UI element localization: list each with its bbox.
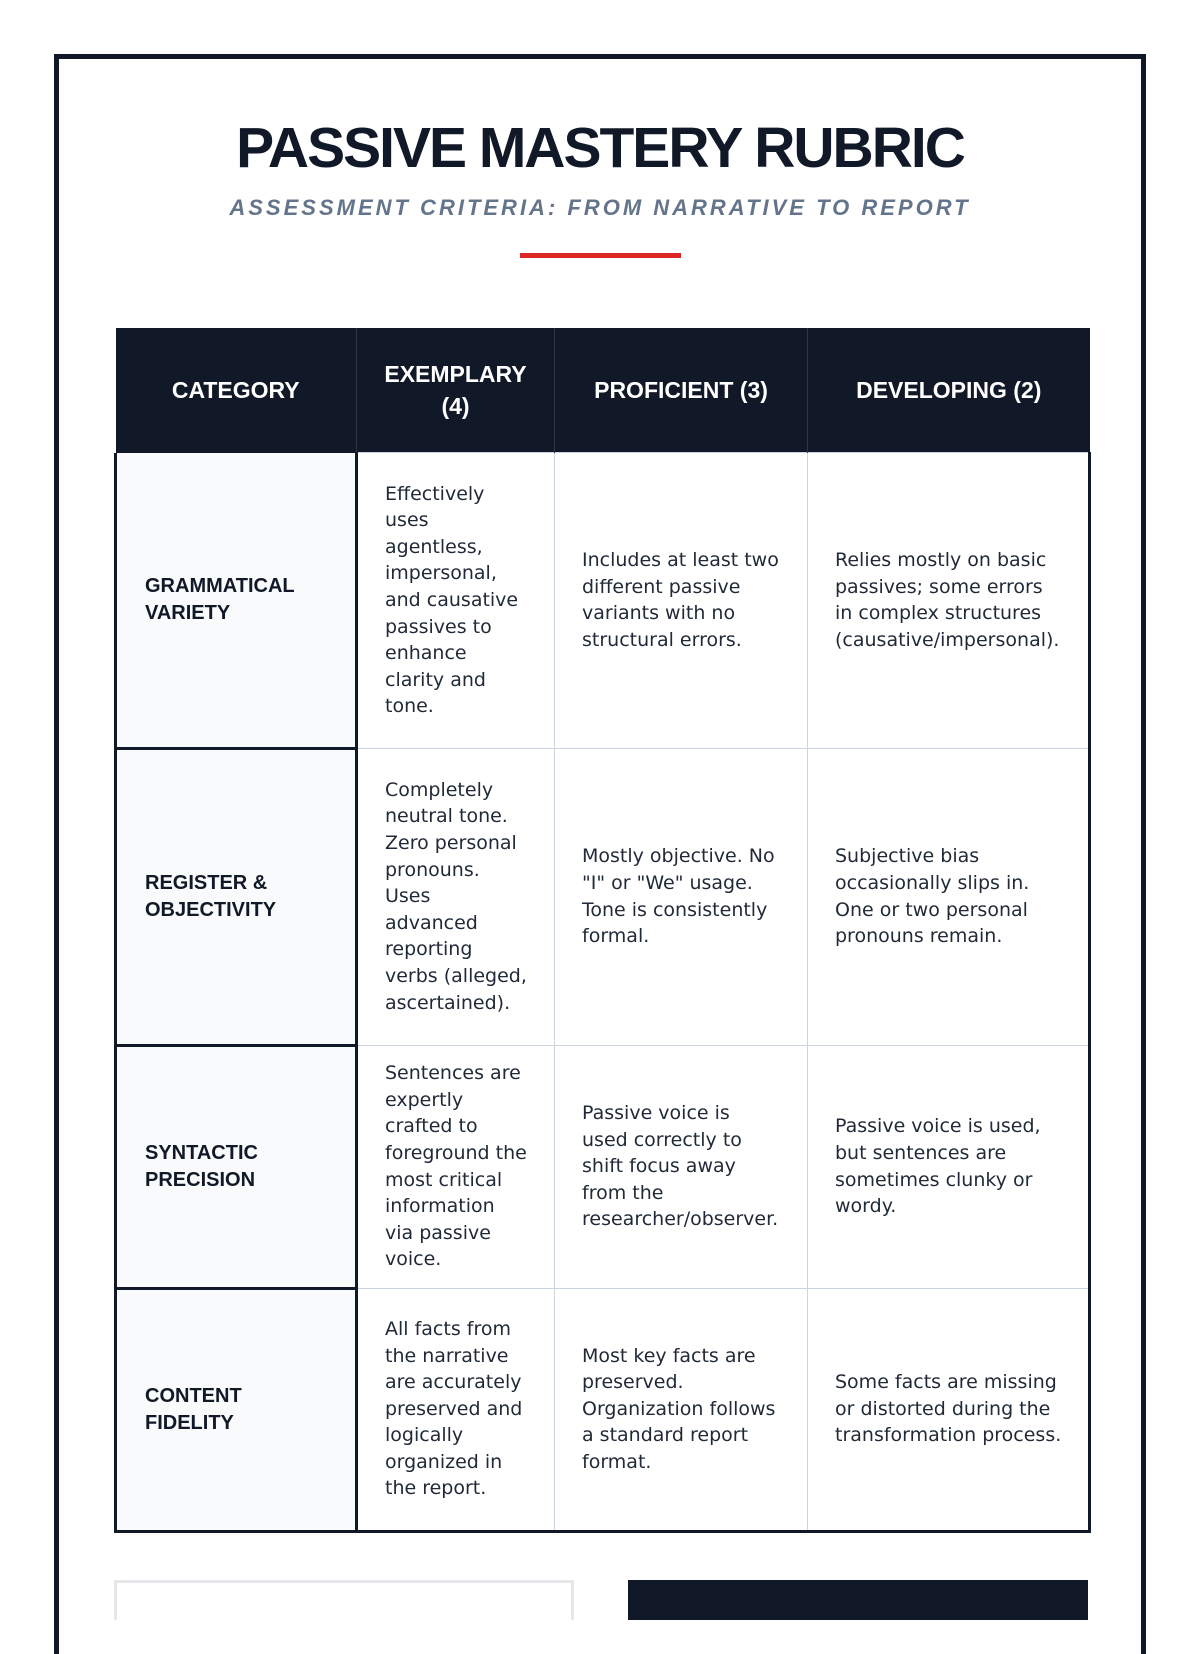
proficient-cell: Passive voice is used correctly to shift focus away from the researcher/observer. [555,1045,808,1288]
column-header-exemplary: EXEMPLARY (4) [357,328,555,453]
column-header-developing: DEVELOPING (2) [808,328,1090,453]
exemplary-cell: All facts from the narrative are accurately preserved and logically organized in the report. [357,1288,555,1531]
developing-cell: Some facts are missing or distorted during the transformation process. [808,1288,1090,1531]
exemplary-cell: Effectively uses agentless, impersonal, and causative passives to enhance clarity and tone. [357,453,555,749]
table-row [116,1045,1090,1288]
rubric-table [114,328,1091,1533]
table-row [116,1288,1090,1531]
proficient-cell: Includes at least two different passive variants with no structural errors. [555,453,808,749]
column-header-proficient: PROFICIENT (3) [555,328,808,453]
page-subtitle: ASSESSMENT CRITERIA: FROM NARRATIVE TO REPORT [229,195,971,220]
developing-cell: Subjective bias occasionally slips in. One or two personal pronouns remain. [808,748,1090,1045]
bottom-right-panel [628,1580,1088,1620]
proficient-cell: Most key facts are preserved. Organization follows a standard report format. [555,1288,808,1531]
category-cell: GRAMMATICAL VARIETY [116,453,357,749]
proficient-cell: Mostly objective. No "I" or "We" usage. Tone is consistently formal. [555,748,808,1045]
accent-divider [520,253,681,258]
exemplary-cell: Sentences are expertly crafted to foreground the most critical information via passive voice. [357,1045,555,1288]
developing-cell: Relies mostly on basic passives; some errors in complex structures (causative/impersonal). [808,453,1090,749]
category-cell: SYNTACTIC PRECISION [116,1045,357,1288]
table-header-row [116,328,1090,453]
page-title: PASSIVE MASTERY RUBRIC [236,116,964,180]
table-row [116,748,1090,1045]
category-cell: REGISTER & OBJECTIVITY [116,748,357,1045]
table-row [116,453,1090,749]
category-cell: CONTENT FIDELITY [116,1288,357,1531]
bottom-left-panel [114,1580,574,1620]
exemplary-cell: Completely neutral tone. Zero personal pronouns. Uses advanced reporting verbs (alleged, ascertained). [357,748,555,1045]
developing-cell: Passive voice is used, but sentences are sometimes clunky or wordy. [808,1045,1090,1288]
column-header-category: CATEGORY [116,328,357,453]
